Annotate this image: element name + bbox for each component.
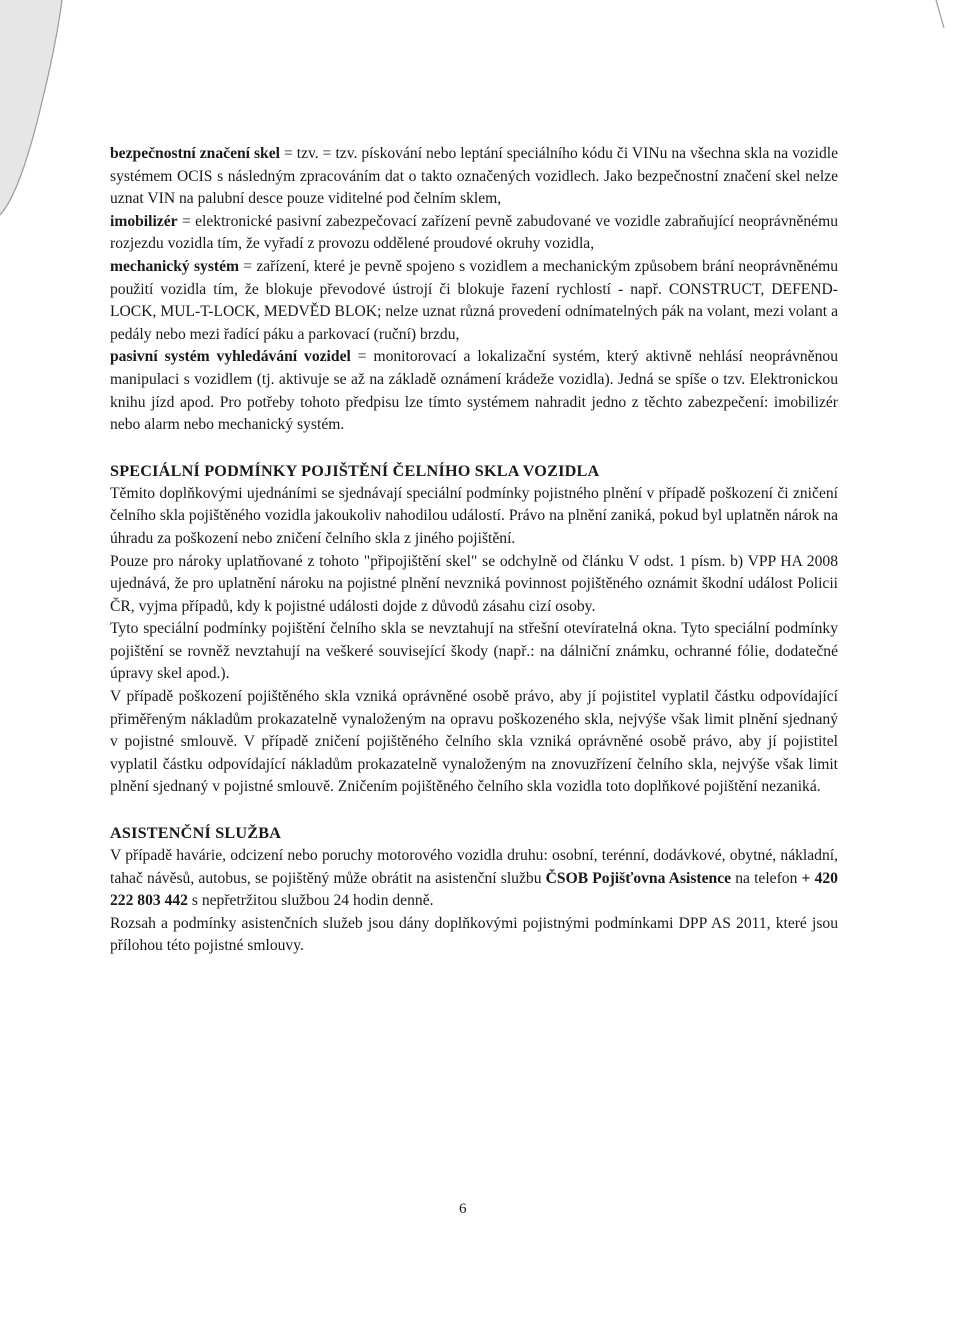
assistance-text: na telefon [731,869,802,887]
windshield-paragraph: Těmito doplňkovými ujednáními se sjednávají speciální podmínky pojistného plnění v případě poškození či zničení čelního skla pojištěného vozidla jakoukoliv nahodilou událostí. Právo na plnění zaniká, pokud byl uplatněn nárok na úhradu za poškození nebo zničení čelního skla z jiného pojištění. [110,484,838,547]
definition-term: imobilizér [110,212,178,230]
definition-immobilizer [110,211,838,256]
assistance-phone-number: + 420 222 803 442 [110,869,838,910]
assistance-paragraph-conditions: Rozsah a podmínky asistenčních služeb jsou dány doplňkovými pojistnými podmínkami DPP AS 2011, které jsou přílohou této pojistné smlouvy. [110,914,838,955]
definition-term: bezpečnostní značení skel [110,145,280,162]
definition-passive-tracking [110,346,838,436]
section-heading-windshield: SPECIÁLNÍ PODMÍNKY POJIŠTĚNÍ ČELNÍHO SKLA VOZIDLA [110,461,600,480]
definition-text: = monitorovací a lokalizační systém, který aktivně nehlásí neoprávněnou manipulaci s vozidlem (tj. aktivuje se až na základě oznámení krádeže vozidla). Jedná se spíše o tzv. Elektronickou knihu jízd apod. Pro potřeby tohoto předpisu lze tímto systémem nahradit jedno z těchto zabezpečení: imobilizér nebo alarm nebo mechanický systém. [110,348,838,434]
page-number: 6 [459,1201,467,1217]
assistance-paragraph [110,845,838,913]
windshield-paragraph: Pouze pro nároky uplatňované z tohoto "připojištění skel" se odchylně od článku V odst. 1 písm. b) VPP HA 2008 ujednává, že pro uplatnění nároku na pojistné plnění nevzniká povinnost pojištěného oznámit škodní událost Policii ČR, vyjma případů, kdy k pojistné události dojde z důvodů zásahu cizí osoby. [110,552,838,615]
definition-text: = zařízení, které je pevně spojeno s vozidlem a mechanickým způsobem brání neoprávněnému použití vozidla tím, že blokuje převodové ústrojí či blokuje řazení rychlostí - např. CONSTRUCT, DEFEND-LOCK, MUL-T-LOCK, MEDVĚD BLOK; nelze uznat různá provedení odnímatelných pák na volant, mezi volant a pedály nebo mezi řadící páku a parkovací (ruční) brzdu, [110,257,838,343]
definition-term: pasivní systém vyhledávání vozidel [110,348,351,366]
definition-term: mechanický systém [110,257,240,275]
assistance-text: V případě havárie, odcizení nebo poruchy motorového vozidla druhu: osobní, terénní, dodávkové, obytné, nákladní, tahač návěsů, autobus, se pojištěný může obrátit na asistenční službu [110,847,838,887]
assistance-text: s nepřetržitou službou 24 hodin denně. [187,892,434,910]
document-body [110,143,838,958]
definition-security-marking [110,143,838,211]
windshield-paragraph: V případě poškození pojištěného skla vzniká oprávněné osobě právo, aby jí pojistitel vyplatil částku odpovídající přiměřeným nákladům prokazatelně vynaloženým na opravu poškozeného skla, nejvýše však limit plnění sjednaný v pojistné smlouvě. V případě zničení pojištěného čelního skla vzniká oprávněné osobě právo, aby jí pojistitel vyplatil částku odpovídající nákladům prokazatelně vynaloženým na znovuzřízení čelního skla, nejvýše však limit plnění sjednaný v pojistné smlouvě. Zničením pojištěného čelního skla vozidla toto doplňkové pojištění nezaniká. [110,688,838,796]
definition-text: = tzv. = tzv. pískování nebo leptání speciálního kódu či VINu na všechna skla na vozidle systémem OCIS s následným zpracováním dat o takto označených vozidlech. Jako bezpečnostní značení skel nelze uznat VIN na palubní desce pouze viditelné pod čelním sklem, [110,145,838,208]
definition-text: = elektronické pasivní zabezpečovací zařízení pevně zabudované ve vozidle zabraňující neoprávněnému rozjezdu vozidla tím, že vyřadí z provozu oddělené proudové okruhy vozidla, [110,212,838,253]
windshield-paragraph: Tyto speciální podmínky pojištění čelního skla se nevztahují na střešní otevíratelná okna. Tyto speciální podmínky pojištění se rovněž nevztahují na veškeré související škody (např.: na dálniční známku, ochranné fólie, dodatečné úpravy skel apod.). [110,620,838,683]
definition-mechanical-system [110,256,838,346]
section-heading-assistance: ASISTENČNÍ SLUŽBA [110,824,282,843]
assistance-service-name: ČSOB Pojišťovna Asistence [545,869,732,887]
